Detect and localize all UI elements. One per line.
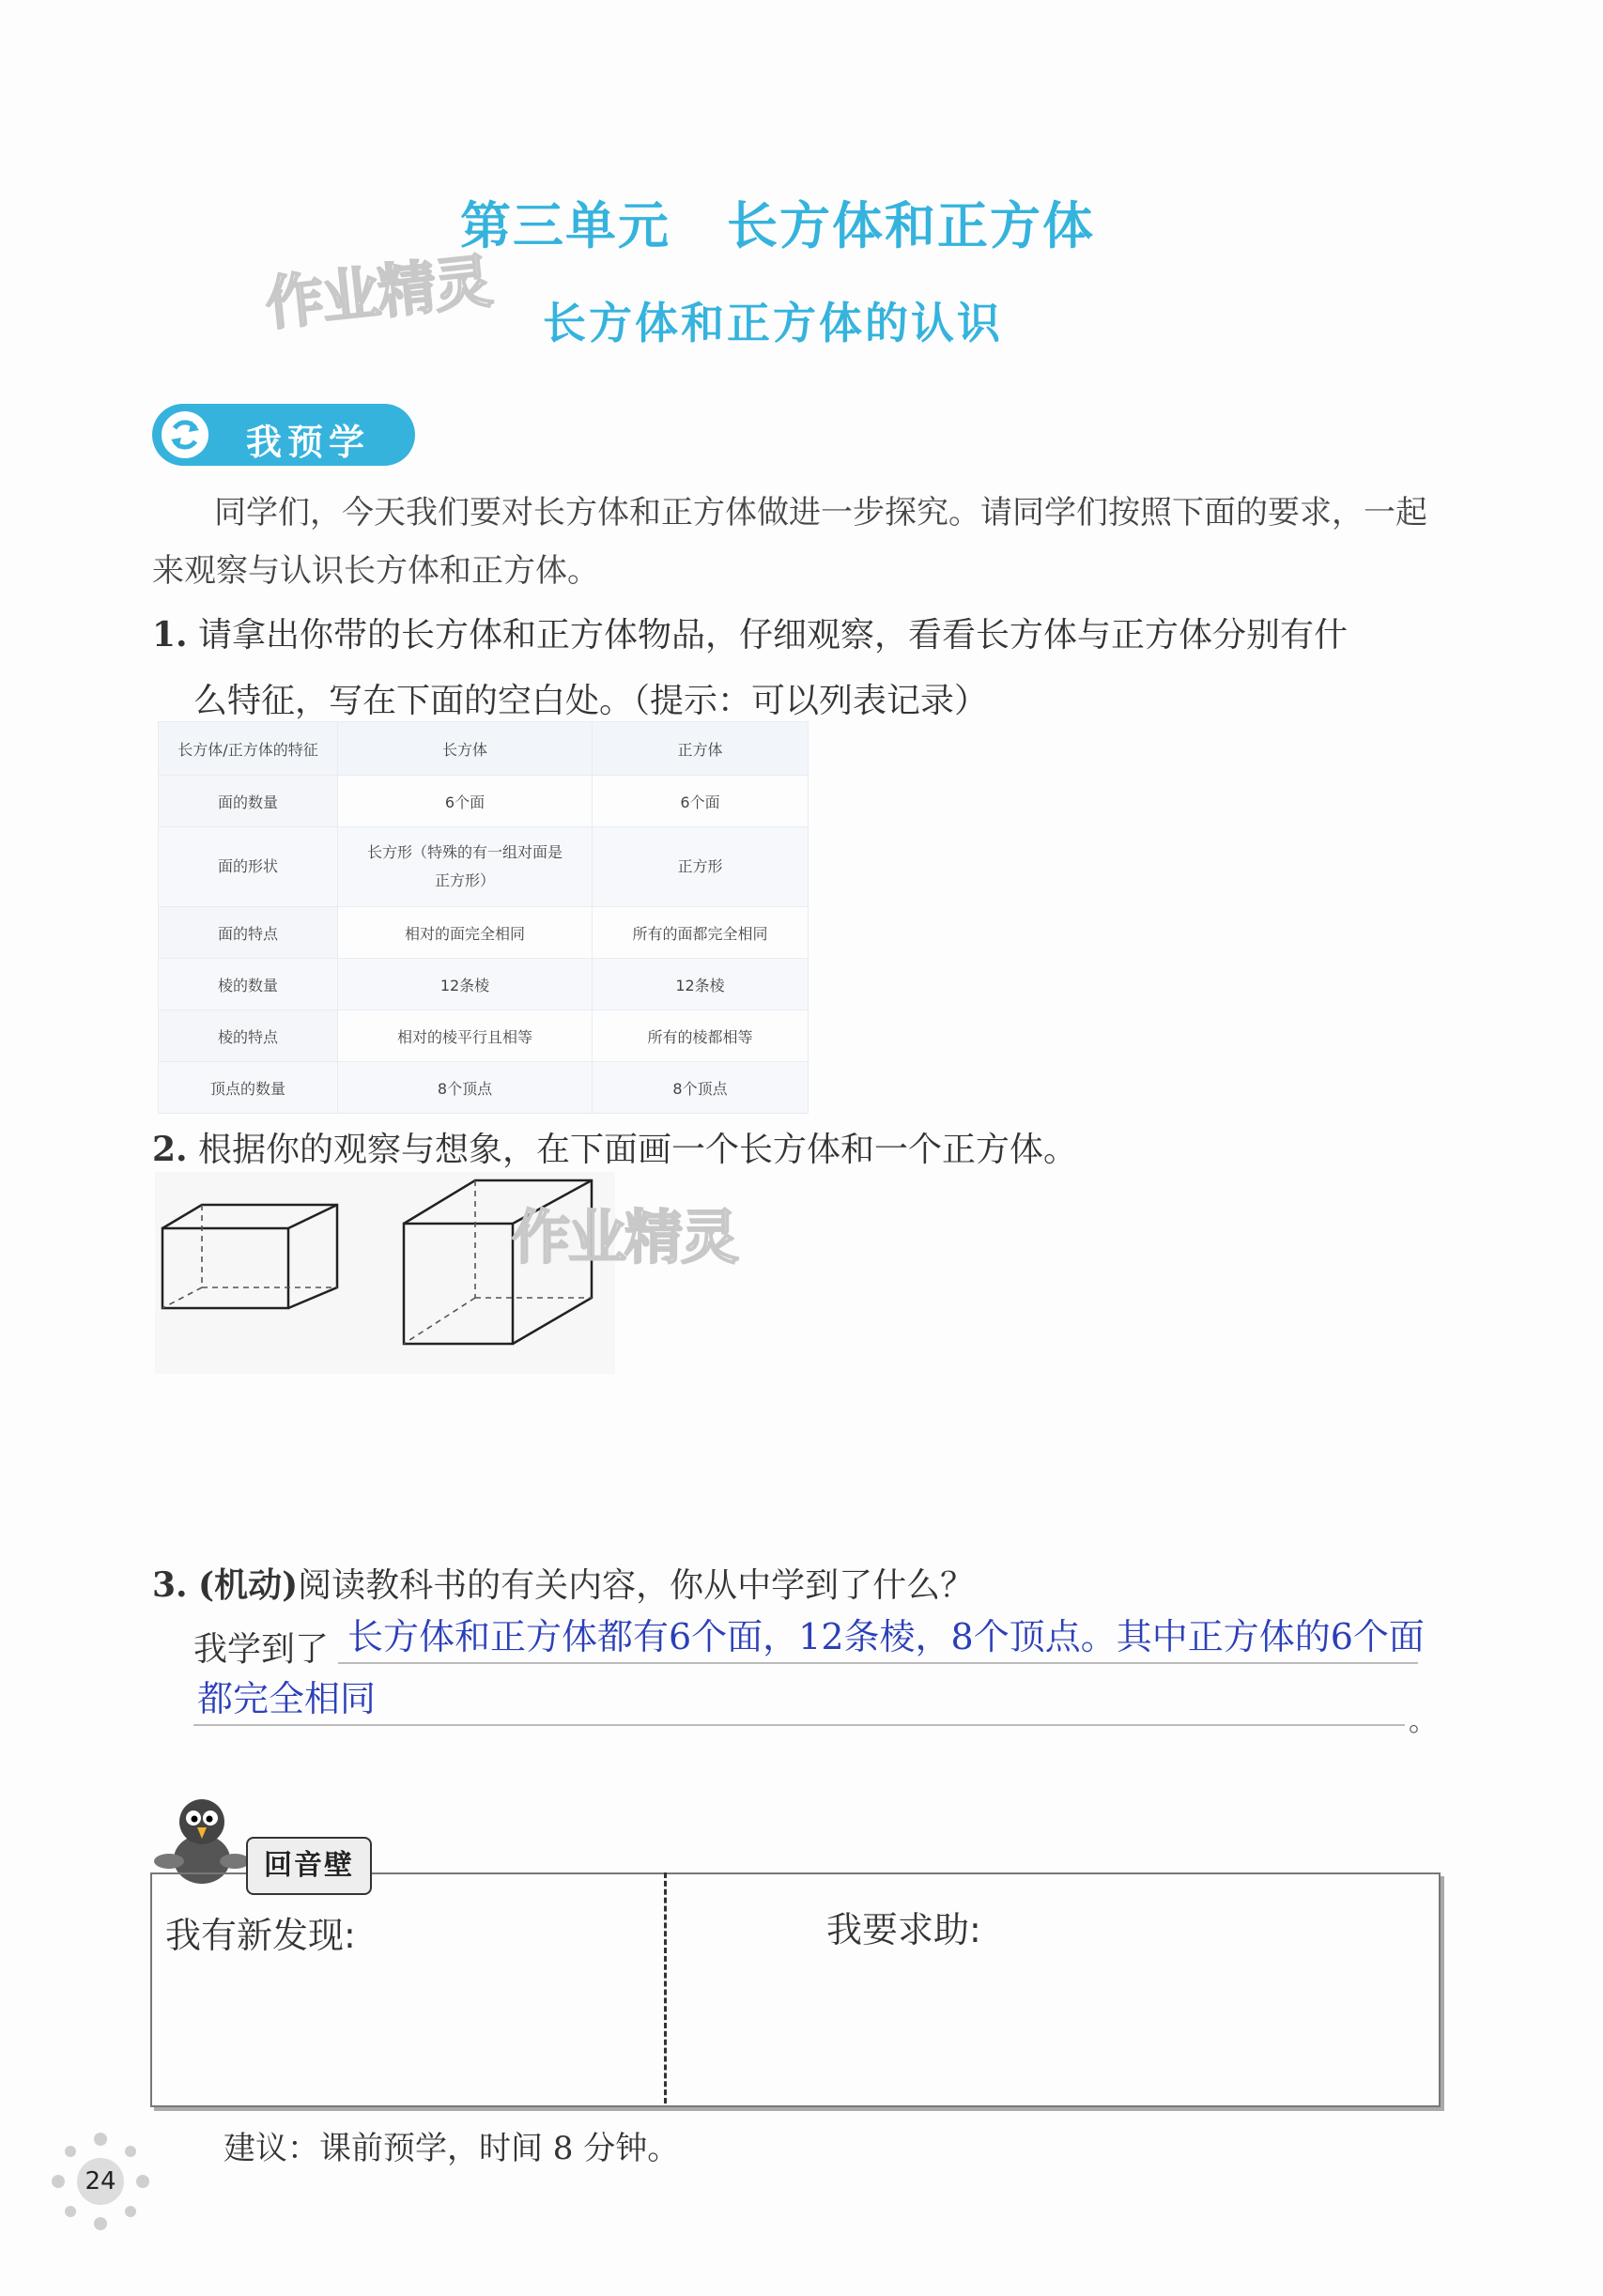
question-1-line-1: [152, 609, 1348, 656]
table-cell-line: 正方形）: [434, 871, 495, 889]
table-row: [159, 827, 809, 907]
unit-number: 第三单元: [460, 196, 670, 255]
question-3: [152, 1559, 974, 1607]
echo-wall-divider: [664, 1872, 667, 2103]
lesson-title: 长方体和正方体的认识: [543, 298, 1003, 348]
features-table: [158, 721, 809, 1114]
table-cell: 8个顶点: [338, 1062, 593, 1114]
time-suggestion: 建议：课前预学，时间 8 分钟。: [223, 2130, 680, 2167]
table-cell-line: 长方形（特殊的有一组对面是: [366, 843, 563, 861]
section-label: 我预学: [246, 422, 371, 463]
question-3-number: 3.: [152, 1565, 188, 1605]
table-cell: 所有的面都完全相同: [593, 907, 809, 959]
table-row: [159, 1062, 809, 1114]
answer-underline: [338, 1662, 1418, 1664]
table-row: [159, 1010, 809, 1062]
question-1-line-2: 么特征，写在下面的空白处。（提示：可以列表记录）: [193, 682, 989, 720]
table-header-row: [159, 722, 809, 776]
table-cell: 6个面: [338, 776, 593, 827]
cuboid-shape: [162, 1205, 337, 1308]
table-cell: 面的数量: [159, 776, 338, 827]
table-cell: 顶点的数量: [159, 1062, 338, 1114]
question-2-text: 根据你的观察与想象，在下面画一个长方体和一个正方体。: [198, 1131, 1078, 1169]
answer-line-2[interactable]: 都完全相同: [197, 1678, 377, 1719]
new-discovery-label: 我有新发现:: [165, 1915, 356, 1956]
table-cell: 8个顶点: [593, 1062, 809, 1114]
unit-title: [460, 186, 1095, 258]
table-row: [159, 907, 809, 959]
watermark: 作业精灵: [262, 246, 494, 339]
table-row: [159, 959, 809, 1010]
table-cell: 棱的特点: [159, 1010, 338, 1062]
page-number: 24: [77, 2158, 124, 2205]
table-cell: 面的特点: [159, 907, 338, 959]
refresh-icon: [162, 411, 208, 458]
watermark: 作业精灵: [512, 1203, 738, 1271]
help-request-label: 我要求助:: [826, 1909, 981, 1950]
question-3-text: 阅读教科书的有关内容，你从中学到了什么？: [298, 1566, 975, 1605]
page-number-badge: [49, 2130, 152, 2233]
table-cell: 12条棱: [593, 959, 809, 1010]
table-cell: 正方形: [593, 827, 809, 907]
table-header-cell: 长方体/正方体的特征: [159, 722, 338, 776]
table-cell: [338, 827, 593, 907]
table-cell: 面的形状: [159, 827, 338, 907]
section-badge: [152, 404, 415, 466]
question-3-tag: (机动): [198, 1565, 299, 1605]
table-cell: 12条棱: [338, 959, 593, 1010]
echo-wall-tag: 回音壁: [246, 1837, 372, 1895]
table-cell: 6个面: [593, 776, 809, 827]
table-cell: 所有的棱都相等: [593, 1010, 809, 1062]
answer-prefix: 我学到了: [193, 1630, 330, 1669]
question-2: [152, 1123, 1077, 1171]
table-cell: 棱的数量: [159, 959, 338, 1010]
unit-name: 长方体和正方体: [727, 196, 1095, 255]
table-header-cell: 长方体: [338, 722, 593, 776]
intro-line-2: 来观察与认识长方体和正方体。: [152, 552, 599, 590]
intro-line-1: 同学们，今天我们要对长方体和正方体做进一步探究。请同学们按照下面的要求，一起: [214, 494, 1427, 532]
answer-line-1[interactable]: 长方体和正方体都有6个面，12条棱，8个顶点。其中正方体的6个面: [347, 1616, 1425, 1657]
table-row: [159, 776, 809, 827]
table-cell: 相对的面完全相同: [338, 907, 593, 959]
table-cell: 相对的棱平行且相等: [338, 1010, 593, 1062]
table-header-cell: 正方体: [593, 722, 809, 776]
question-2-number: 2.: [152, 1130, 188, 1169]
answer-period: 。: [1409, 1705, 1437, 1738]
question-1-text: 请拿出你带的长方体和正方体物品，仔细观察，看看长方体与正方体分别有什: [198, 616, 1349, 655]
question-1-number: 1.: [152, 615, 188, 655]
answer-underline: [193, 1724, 1405, 1726]
